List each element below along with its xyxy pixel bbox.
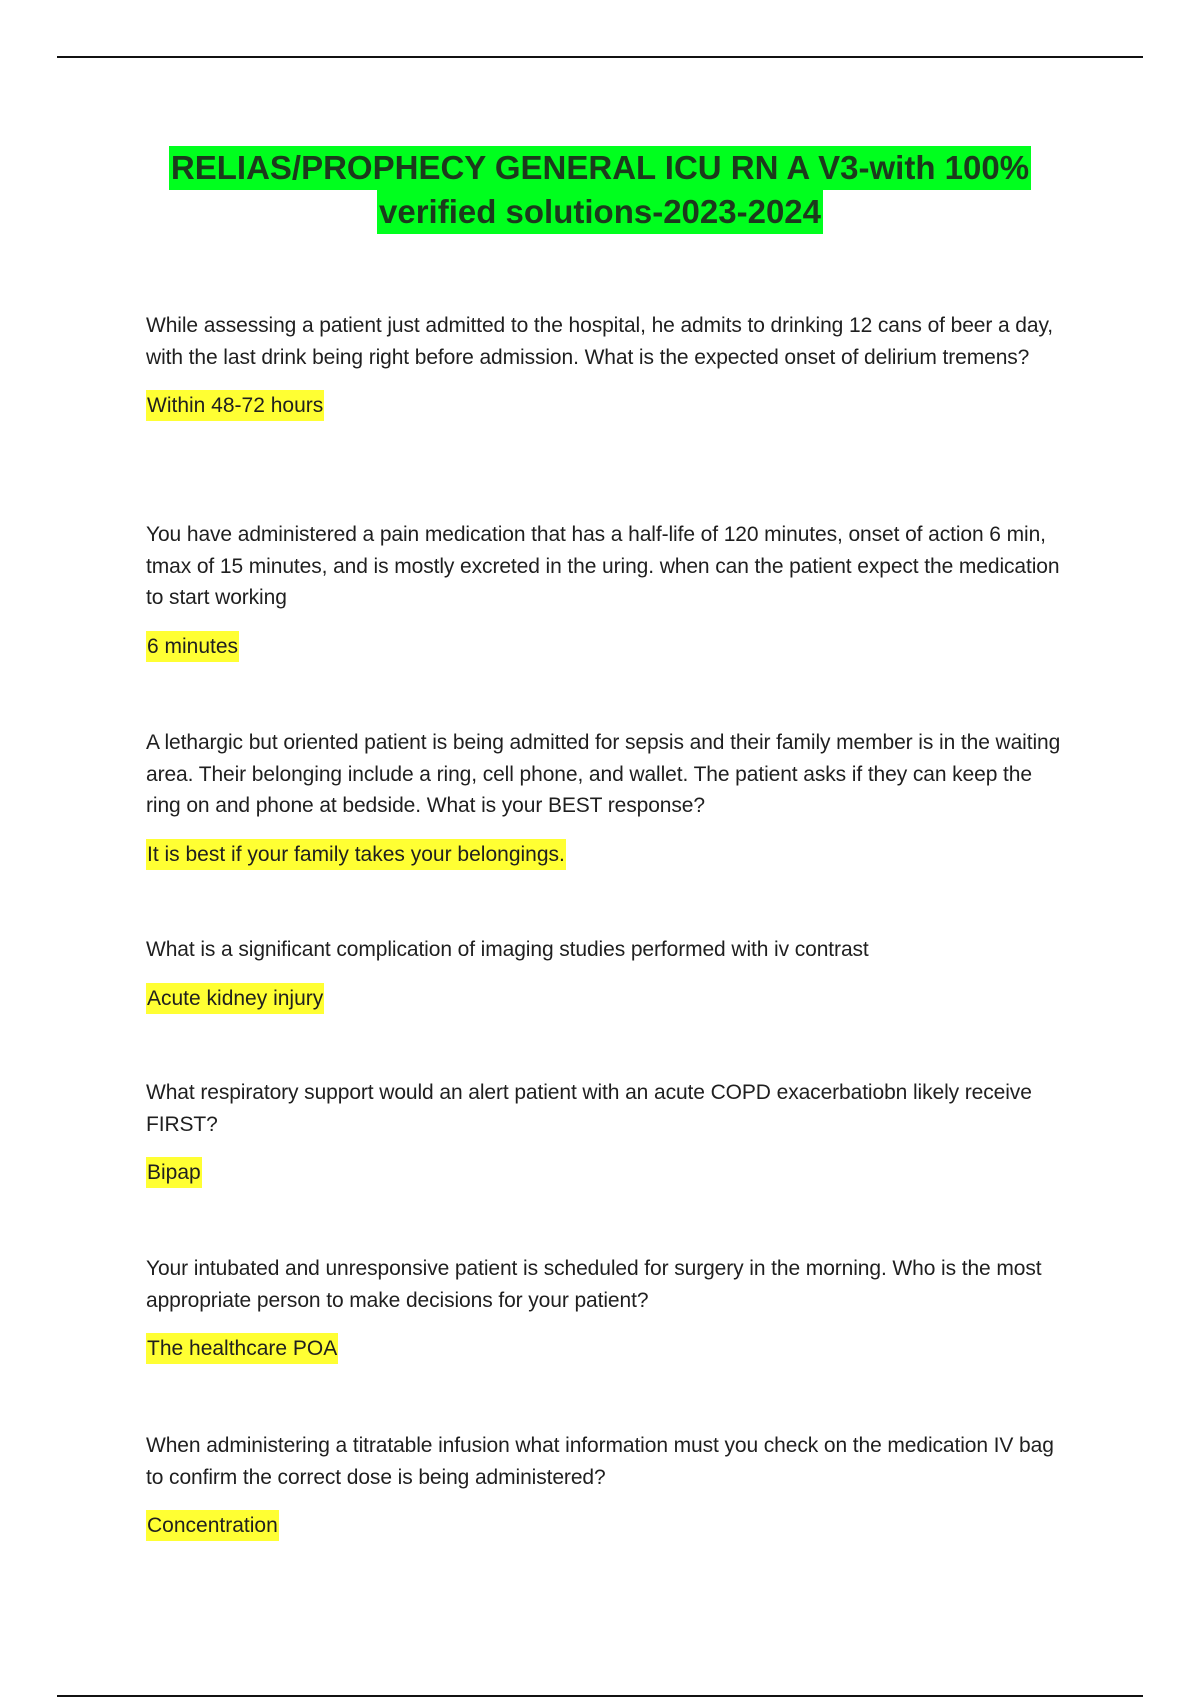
answer-text: 6 minutes [146,631,239,662]
title-line-1: RELIAS/PROPHECY GENERAL ICU RN A V3-with 100% [169,146,1031,190]
question-text: When administering a titratable infusion what information must you check on the medication IV bag to confirm the correct dose is being administered? [146,1434,1054,1489]
answer-text: Acute kidney injury [146,983,324,1014]
qa-item-5 [146,1077,1066,1188]
question-text: What is a significant complication of imaging studies performed with iv contrast [146,938,869,961]
answer-text: It is best if your family takes your belongings. [146,839,566,870]
question-text: You have administered a pain medication that has a half-life of 120 minutes, onset of action 6 min, tmax of 15 minutes, and is mostly excreted in the uring. when can the patient expect the medication to start working [146,523,1060,609]
top-rule [57,56,1143,58]
question-text: While assessing a patient just admitted to the hospital, he admits to drinking 12 cans of beer a day, with the last drink being right before admission. What is the expected onset of delirium tremens? [146,314,1054,369]
qa-item-2 [146,519,1066,662]
bottom-rule [57,1695,1143,1697]
title-line-2: verified solutions-2023-2024 [377,190,823,234]
document-title [0,146,1200,234]
answer-text: Concentration [146,1510,279,1541]
qa-item-4 [146,934,1066,1014]
question-text: Your intubated and unresponsive patient is scheduled for surgery in the morning. Who is the most appropriate person to make decisions for your patient? [146,1257,1042,1312]
answer-text: The healthcare POA [146,1333,338,1364]
qa-item-1 [146,310,1066,421]
qa-item-6 [146,1253,1066,1364]
qa-item-3 [146,727,1066,870]
answer-text: Bipap [146,1157,202,1188]
question-text: A lethargic but oriented patient is being admitted for sepsis and their family member is in the waiting area. Their belonging include a ring, cell phone, and wallet. The patient asks if they can keep the ring on and phone at bedside. What is your BEST response? [146,731,1061,817]
qa-item-7 [146,1430,1066,1541]
question-text: What respiratory support would an alert patient with an acute COPD exacerbatiobn likely receive FIRST? [146,1081,1032,1136]
answer-text: Within 48-72 hours [146,390,324,421]
